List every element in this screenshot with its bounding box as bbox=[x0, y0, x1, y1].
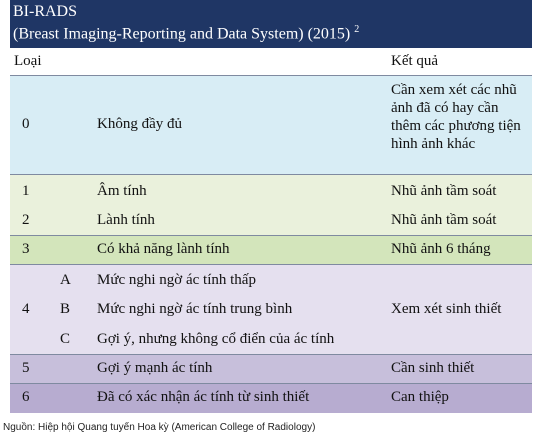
subcategory-letter: C bbox=[60, 331, 71, 347]
table-row bbox=[10, 384, 532, 413]
table-row-group bbox=[10, 265, 532, 354]
category-number: 3 bbox=[22, 241, 30, 257]
category-result: Nhũ ảnh tầm soát bbox=[391, 183, 497, 199]
column-header-row bbox=[10, 48, 532, 76]
category-result: Xem xét sinh thiết bbox=[391, 301, 502, 317]
table-row bbox=[10, 76, 532, 174]
table-title: BI-RADS bbox=[13, 3, 78, 20]
table-row-group bbox=[10, 175, 532, 235]
category-description: Âm tính bbox=[97, 183, 147, 199]
table-header-banner bbox=[10, 0, 532, 48]
category-result: Can thiệp bbox=[391, 389, 449, 405]
table-row bbox=[10, 355, 532, 383]
category-description: Gợi ý mạnh ác tính bbox=[97, 360, 213, 376]
result-column-header: Kết quả bbox=[391, 53, 439, 69]
category-number: 5 bbox=[22, 360, 30, 376]
category-description: Mức nghi ngờ ác tính trung bình bbox=[97, 301, 293, 317]
category-number: 4 bbox=[22, 301, 30, 317]
category-description: Gợi ý, nhưng không cổ điển của ác tính bbox=[97, 331, 335, 347]
table-row bbox=[10, 236, 532, 264]
category-description: Mức nghi ngờ ác tính thấp bbox=[97, 272, 256, 288]
category-number: 6 bbox=[22, 389, 30, 405]
category-description: Không đầy đủ bbox=[97, 116, 182, 132]
category-description: Đã có xác nhận ác tính từ sinh thiết bbox=[97, 389, 310, 405]
table-subtitle: (Breast Imaging-Reporting and Data System) (2015) $^2$ bbox=[13, 24, 360, 43]
category-result: Cần sinh thiết bbox=[391, 360, 475, 376]
category-description: Lành tính bbox=[97, 212, 155, 228]
category-result: Cần xem xét các nhũ ảnh đã có hay cần thêm các phương tiện hình ảnh khác bbox=[391, 82, 521, 152]
category-number: 1 bbox=[22, 183, 30, 199]
category-column-header: Loại bbox=[14, 53, 42, 69]
category-number: 2 bbox=[22, 212, 30, 228]
source-footnote: Nguồn: Hiệp hội Quang tuyến Hoa kỳ (American College of Radiology) bbox=[3, 422, 316, 433]
subcategory-letter: A bbox=[60, 272, 71, 288]
category-result: Nhũ ảnh tầm soát bbox=[391, 212, 497, 228]
category-result: Nhũ ảnh 6 tháng bbox=[391, 241, 491, 257]
subcategory-letter: B bbox=[60, 301, 71, 317]
category-description: Có khả năng lành tính bbox=[97, 241, 230, 257]
category-number: 0 bbox=[22, 116, 30, 132]
